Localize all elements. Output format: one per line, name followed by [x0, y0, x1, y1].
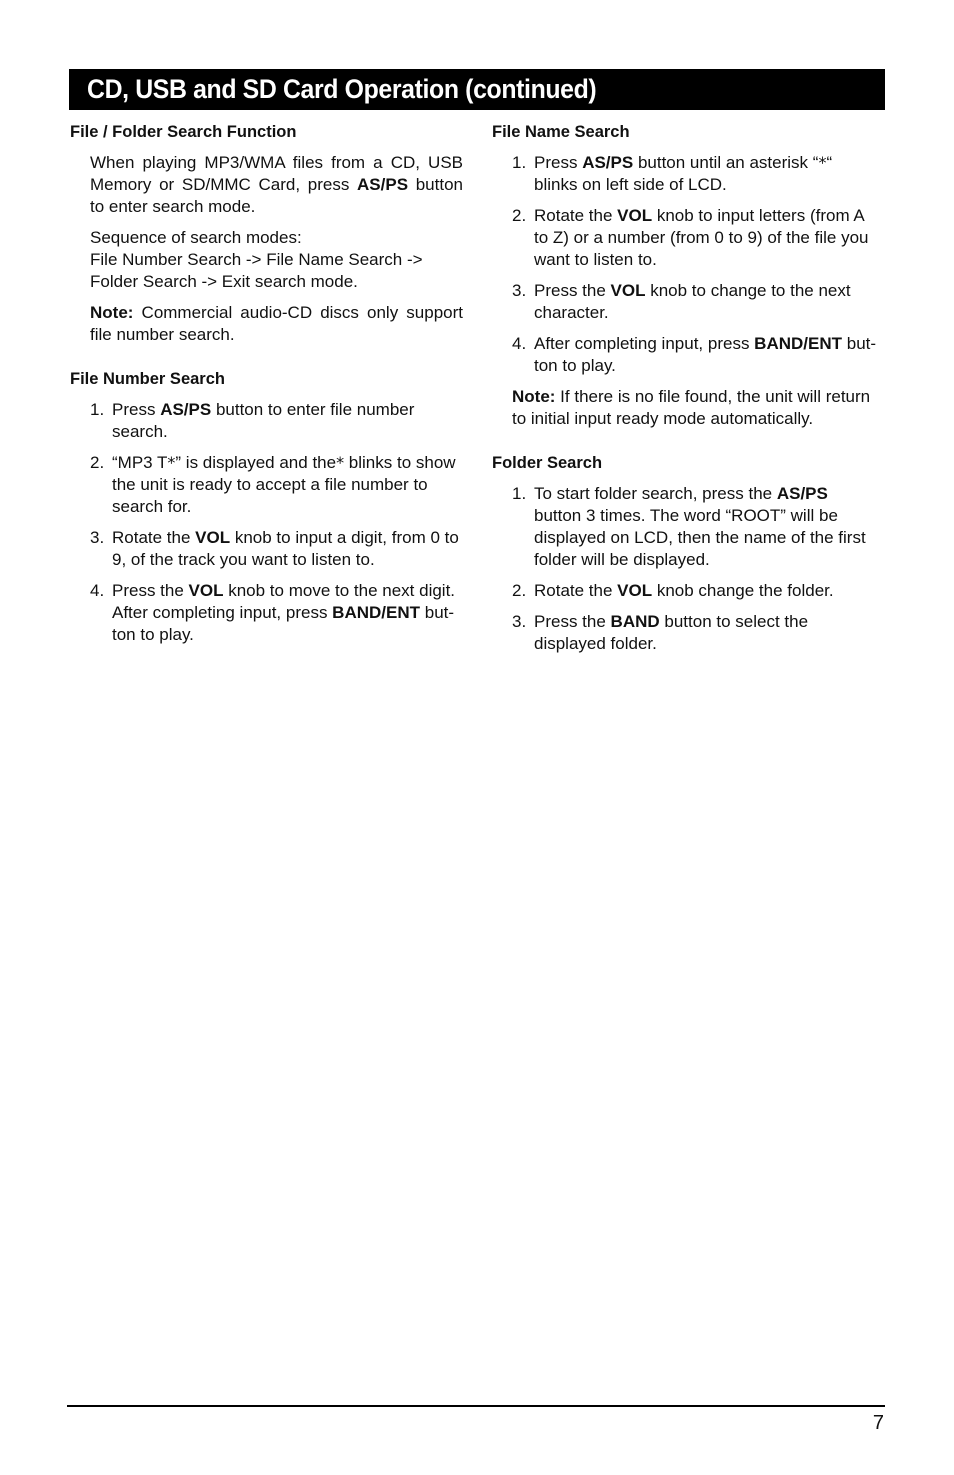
list-item: 4. After completing input, press BAND/ENT but-ton to play.: [512, 334, 877, 375]
note-right: Note: If there is no file found, the unit will return to initial input ready mode automatically.: [512, 387, 871, 428]
asterisk-glyph: *: [167, 453, 176, 472]
page-number: 7: [872, 1412, 884, 1434]
page-title: CD, USB and SD Card Operation (continued): [87, 74, 597, 104]
left-column: [70, 121, 463, 655]
file-name-steps: [512, 152, 878, 377]
list-item: 3. Rotate the VOL knob to input a digit, from 0 to 9, of the track you want to listen to.: [90, 528, 459, 569]
heading-file-number-search: File Number Search: [70, 370, 225, 388]
note-left: Note: Commercial audio-CD discs only support file number search.: [90, 303, 463, 344]
list-item: 1. Press AS/PS button to enter file number search.: [90, 400, 415, 441]
list-item: 2. Rotate the VOL knob change the folder.: [512, 581, 834, 600]
asterisk-glyph: *: [818, 153, 827, 172]
list-item: 4. Press the VOL knob to move to the next digit. After completing input, press BAND/ENT but-ton to play.: [90, 581, 456, 644]
heading-file-folder-search: File / Folder Search Function: [70, 123, 297, 141]
list-item: 3. Press the BAND button to select the displayed folder.: [512, 612, 809, 653]
footer-divider: [67, 1405, 885, 1407]
list-item: 2. Rotate the VOL knob to input letters (from A to Z) or a number (from 0 to 9) of the file you want to listen to.: [512, 206, 869, 269]
list-item: 1. To start folder search, press the AS/PS button 3 times. The word “ROOT” will be displayed on LCD, then the name of the first folder will be displayed.: [512, 484, 866, 569]
list-item: 3. Press the VOL knob to change to the next character.: [512, 281, 851, 322]
asterisk-glyph: *: [336, 453, 345, 472]
file-number-steps: [90, 399, 463, 646]
heading-folder-search: Folder Search: [492, 454, 603, 472]
section-title-bar: [69, 69, 885, 110]
heading-file-name-search: File Name Search: [492, 123, 630, 141]
right-column: [492, 121, 878, 664]
folder-search-steps: [512, 483, 878, 655]
sequence-paragraph: Sequence of search modes: File Number Search -> File Name Search -> Folder Search -> Exit search mode.: [90, 228, 423, 291]
list-item: 1. Press AS/PS button until an asterisk “*“ blinks on left side of LCD.: [512, 153, 833, 194]
intro-paragraph: When playing MP3/WMA files from a CD, USB Memory or SD/MMC Card, press AS/PS button to enter search mode.: [90, 153, 463, 216]
list-item: 2. “MP3 T*” is displayed and the* blinks to show the unit is ready to accept a file number to search for.: [90, 453, 456, 516]
